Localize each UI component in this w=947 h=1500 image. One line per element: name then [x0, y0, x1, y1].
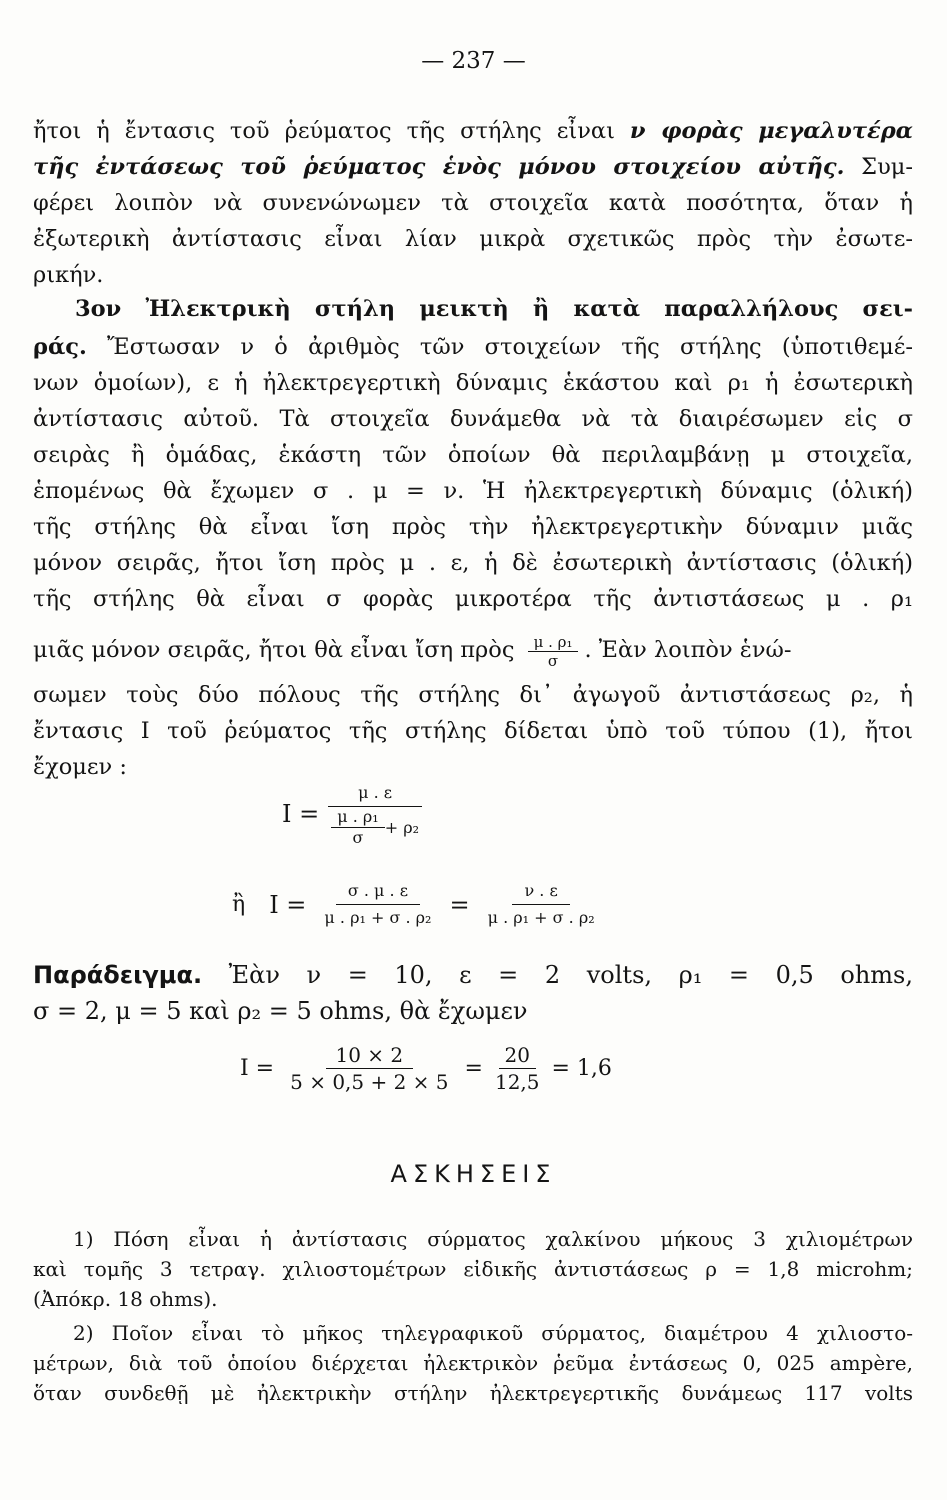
section-heading	[75, 294, 913, 324]
text-line	[33, 116, 913, 146]
exercise-line: (Ἀπόκρ. 18 ohms).	[33, 1287, 218, 1311]
fraction-numerator: μ . ρ₁	[528, 633, 579, 652]
formula-fraction	[476, 878, 607, 931]
text-line	[33, 548, 913, 578]
fraction-denominator: 12,5	[494, 1070, 540, 1094]
heading-text: 3ον Ἠλεκτρικὴ στήλη μεικτὴ ἢ κατὰ παραλλήλους σει-	[75, 296, 913, 322]
exercise-line: ὅταν συνδεθῇ μὲ ἠλεκτρικὴν στήλην ἠλεκτρεγερτικῆς δυνάμεως 117 volts	[33, 1381, 913, 1405]
text: φέρει λοιπὸν νὰ συνενώνωμεν τὰ στοιχεῖα κατὰ ποσότητα, ὅταν ἡ	[33, 190, 913, 216]
text: ἤτοι ἡ ἔντασις τοῦ ῥεύματος τῆς στήλης εἶναι	[33, 118, 630, 144]
text-line	[33, 440, 913, 470]
text-line	[33, 332, 913, 362]
equals-sign: =	[449, 890, 470, 919]
text-line	[33, 622, 913, 678]
exercises-heading: ΑΣΚΗΣΕΙΣ	[390, 1160, 557, 1188]
emphasis-text: τῆς ἐντάσεως τοῦ ῥεύματος ἑνὸς μόνου στοιχείου αὐτῆς.	[33, 154, 845, 180]
text-line	[33, 152, 913, 182]
nested-denominator: σ	[352, 828, 364, 847]
text: μόνον σειρᾶς, ἤτοι ἴση πρὸς μ . ε, ἡ δὲ ἐσωτερικὴ ἀντίστασις (ὁλική)	[33, 550, 913, 576]
fraction-numerator: 10 × 2	[326, 1042, 414, 1069]
exercise-line: 1) Πόση εἶναι ἡ ἀντίστασις σύρματος χαλκίνου μήκους 3 χιλιομέτρων	[73, 1227, 913, 1251]
exercise-line: 2) Ποῖον εἶναι τὸ μῆκος τηλεγραφικοῦ σύρματος, διαμέτρου 4 χιλιοστο-	[73, 1321, 913, 1345]
text: ἔντασις Ι τοῦ ῥεύματος τῆς στήλης δίδεται ὑπὸ τοῦ τύπου (1), ἤτοι	[33, 718, 913, 744]
text-line	[33, 716, 913, 746]
text: τῆς στήλης θὰ εἶναι ἴση πρὸς τὴν ἠλεκτρεγερτικὴν δύναμιν μιᾶς	[33, 514, 913, 540]
fraction-denominator	[325, 807, 425, 848]
text-line	[33, 512, 913, 542]
formula-fraction	[312, 878, 443, 931]
text: σ = 2, μ = 5 καὶ ρ₂ = 5 ohms, θὰ ἔχωμεν	[33, 997, 528, 1025]
example-label: Παράδειγμα.	[33, 961, 203, 989]
emphasis-text: ν φορὰς μεγαλυτέρα	[629, 118, 913, 144]
text-line	[33, 368, 913, 398]
text: Ἐὰν ν = 10, ε = 2 volts, ρ₁ = 0,5 ohms,	[202, 961, 913, 989]
exercise-line: μέτρων, διὰ τοῦ ὁποίου διέρχεται ἠλεκτρικὸν ῥεῦμα ἐντάσεως 0, 025 ampère,	[33, 1351, 913, 1375]
formula-2	[232, 878, 613, 931]
text: Ἔστωσαν ν ὁ ἀριθμὸς τῶν στοιχείων τῆς στήλης (ὑποτιθεμέ-	[86, 334, 913, 360]
formula-fraction	[489, 1042, 546, 1095]
text: ἐξωτερικὴ ἀντίστασις εἶναι λίαν μικρὰ σχετικῶς πρὸς τὴν ἐσωτε-	[33, 226, 913, 252]
page-number: — 237 —	[421, 48, 526, 74]
text-line	[33, 680, 913, 710]
text: σειρὰς ἢ ὁμάδας, ἑκάστη τῶν ὁποίων θὰ περιλαμβάνῃ μ στοιχεῖα,	[33, 442, 913, 468]
formula-term: + ρ₂	[384, 817, 420, 837]
fraction-denominator: μ . ρ₁ + σ . ρ₂	[487, 908, 595, 927]
text: μιᾶς μόνον σειρᾶς, ἤτοι θὰ εἶναι ἴση πρὸς	[33, 637, 515, 663]
formula-result: = 1,6	[551, 1056, 612, 1081]
text-line	[33, 188, 913, 218]
fraction-numerator: μ . ε	[328, 780, 422, 807]
text: τῆς στήλης θὰ εἶναι σ φορὰς μικροτέρα τῆς ἀντιστάσεως μ . ρ₁	[33, 586, 913, 612]
text: ἑπομένως θὰ ἔχωμεν σ . μ = ν. Ἡ ἠλεκτρεγερτικὴ δύναμις (ὁλική)	[33, 478, 913, 504]
heading-text: ράς.	[33, 334, 87, 360]
exercise-line: καὶ τομῆς 3 τετραγ. χιλιοστομέτρων εἰδικῆς ἀντιστάσεως ρ = 1,8 microhm;	[33, 1257, 913, 1281]
text: ἀντίστασις αὐτοῦ. Τὰ στοιχεῖα δυνάμεθα νὰ τὰ διαιρέσωμεν εἰς σ	[33, 406, 913, 432]
fraction-denominator: σ	[547, 651, 559, 670]
nested-fraction	[331, 807, 384, 848]
example-line	[33, 996, 913, 1026]
text: ρικήν.	[33, 262, 104, 288]
formula-fraction	[325, 780, 425, 848]
text-line	[33, 404, 913, 434]
fraction-numerator: σ . μ . ε	[336, 878, 420, 905]
text-line	[33, 260, 913, 290]
formula-lhs: Ι =	[240, 1056, 275, 1081]
text-line	[33, 224, 913, 254]
formula-prefix: ἢ	[232, 892, 246, 917]
formula-1	[282, 780, 431, 848]
text: Συμ-	[844, 154, 913, 180]
fraction-denominator: μ . ρ₁ + σ . ρ₂	[324, 908, 432, 927]
formula-fraction	[280, 1042, 458, 1095]
equals-sign: =	[464, 1056, 483, 1081]
text: νων ὁμοίων), ε ἡ ἠλεκτρεγερτικὴ δύναμις ἑκάστου καὶ ρ₁ ἡ ἐσωτερικὴ	[33, 370, 913, 396]
fraction-denominator: 5 × 0,5 + 2 × 5	[290, 1070, 449, 1094]
formula-lhs: Ι =	[269, 890, 307, 919]
text-line	[33, 584, 913, 614]
example-line	[33, 960, 913, 990]
fraction-numerator: 20	[499, 1042, 536, 1069]
text: ἔχομεν :	[33, 754, 127, 780]
text: σωμεν τοὺς δύο πόλους τῆς στήλης δι᾽ ἀγωγοῦ ἀντιστάσεως ρ₂, ἡ	[33, 682, 913, 708]
formula-lhs: Ι =	[282, 800, 320, 828]
text: . Ἐὰν λοιπὸν ἑνώ-	[584, 637, 792, 663]
formula-3	[240, 1042, 612, 1095]
nested-numerator: μ . ρ₁	[331, 807, 384, 828]
inline-fraction	[528, 633, 579, 670]
text-line	[33, 476, 913, 506]
fraction-numerator: ν . ε	[512, 878, 569, 905]
text-line	[33, 752, 913, 782]
